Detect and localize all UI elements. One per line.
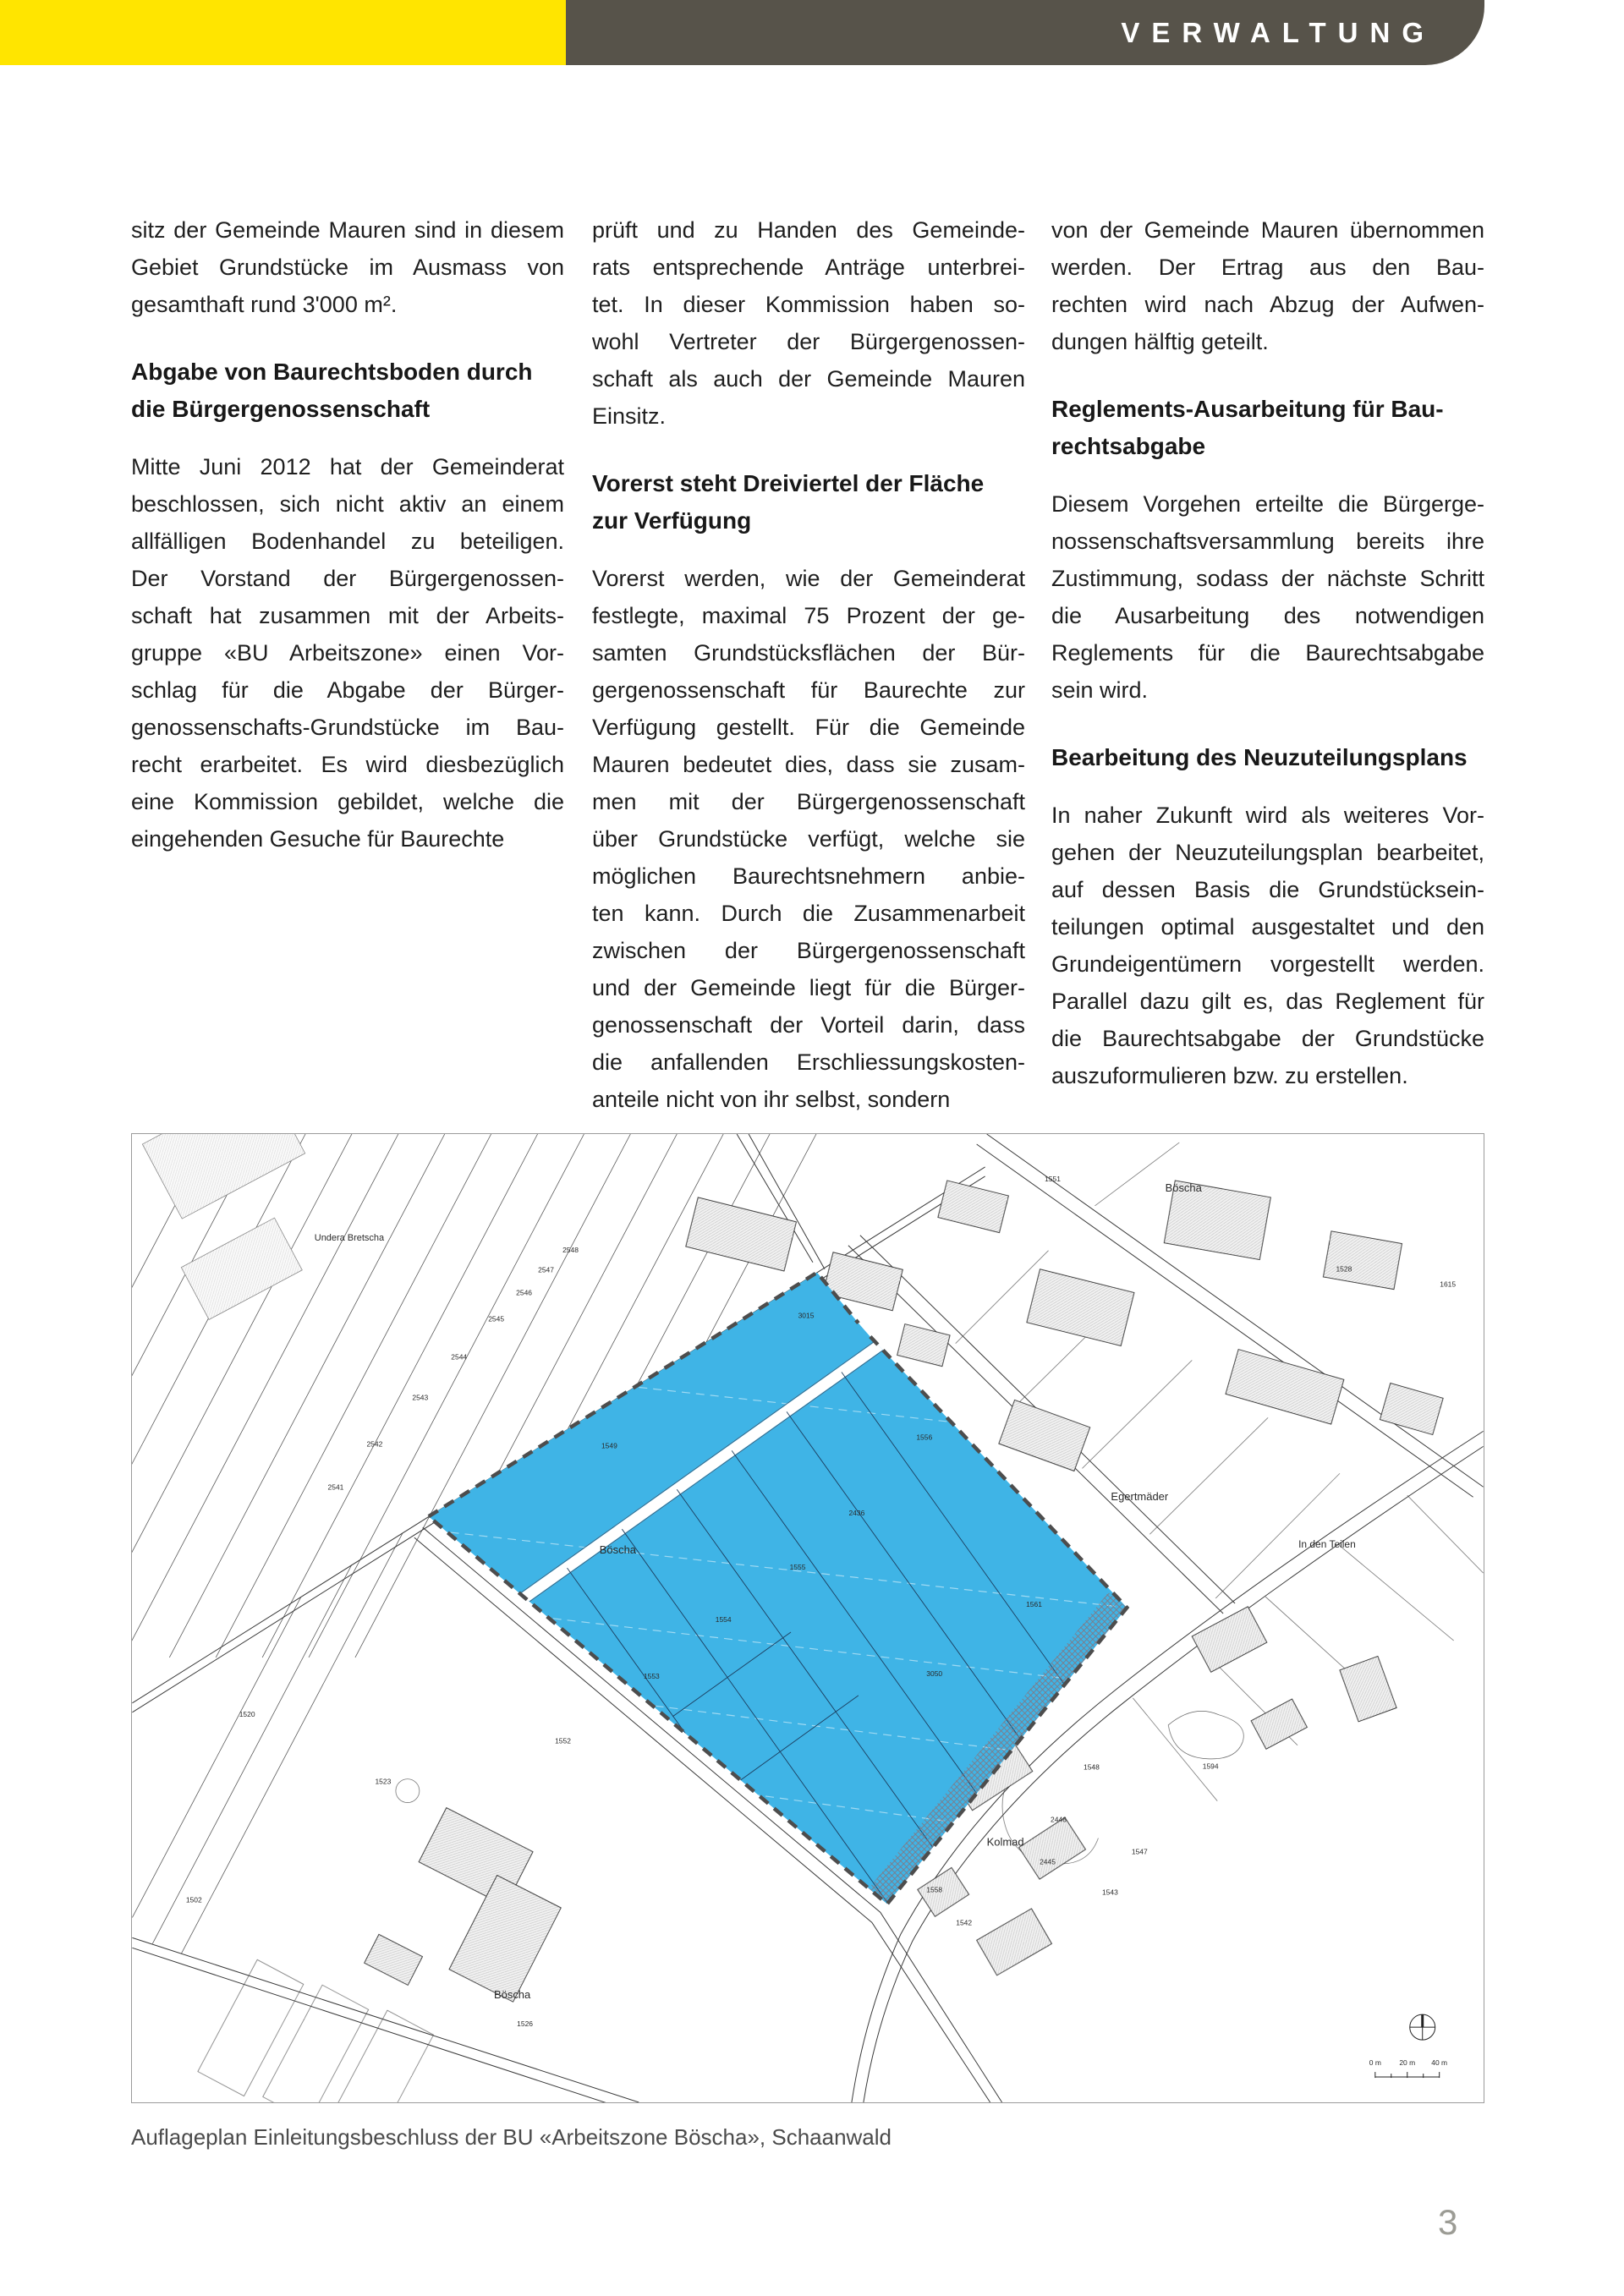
- map-text: 2542: [366, 1439, 383, 1449]
- section-title: VERWALTUNG: [1121, 17, 1435, 48]
- text-column-2: [592, 211, 1025, 1148]
- map-text: 2548: [562, 1245, 579, 1254]
- map-text: In den Teilen: [1298, 1538, 1356, 1551]
- map-text: 1556: [916, 1433, 933, 1442]
- text-line: Bearbeitung des Neuzuteilungsplans: [1051, 744, 1468, 770]
- north-symbol: [1410, 2014, 1435, 2040]
- map-text: 3050: [926, 1669, 943, 1678]
- map-text: 1553: [643, 1671, 660, 1680]
- text-line: Vorerst steht Dreiviertel der Fläche: [592, 470, 985, 496]
- text-line: men mit der Bürgergenossenschaft: [592, 789, 1025, 814]
- paragraph: [131, 448, 564, 858]
- text-line: auszuformulieren bzw. zu erstellen.: [1051, 1063, 1408, 1088]
- text-line: möglichen Baurechtsnehmern anbie-: [592, 863, 1025, 889]
- text-line: rechten wird nach Abzug der Aufwen-: [1051, 292, 1484, 317]
- map-text: 40 m: [1431, 2058, 1448, 2068]
- text-line: eine Kommission gebildet, welche die: [131, 789, 564, 814]
- text-line: zur Verfügung: [592, 507, 752, 534]
- map-text: 1554: [715, 1614, 732, 1624]
- text-line: allfälligen Bodenhandel zu beteiligen.: [131, 529, 564, 554]
- map-text: 1542: [956, 1918, 973, 1927]
- field-patches: [142, 1134, 304, 1319]
- text-line: anteile nicht von ihr selbst, sondern: [592, 1087, 951, 1112]
- map-text: 0 m: [1369, 2058, 1381, 2068]
- header-accent-block: [0, 0, 566, 65]
- map-text: 1543: [1101, 1888, 1118, 1897]
- text-line: ten kann. Durch die Zusammenarbeit: [592, 901, 1025, 926]
- scale-bar-labels: [1369, 2058, 1447, 2067]
- map-text: 1523: [375, 1777, 392, 1786]
- text-line: die anfallenden Erschliessungskosten-: [592, 1049, 1025, 1075]
- text-line: recht erarbeitet. Es wird diesbezüglich: [131, 752, 564, 777]
- text-column-1: [131, 211, 564, 888]
- text-line: gesamthaft rund 3'000 m².: [131, 292, 398, 317]
- text-line: von der Gemeinde Mauren übernommen: [1051, 217, 1484, 243]
- paragraph: [1051, 211, 1484, 360]
- text-line: Verfügung gestellt. Für die Gemeinde: [592, 715, 1025, 740]
- map-caption: Auflageplan Einleitungsbeschluss der BU «Arbeitszone Böscha», Schaanwald: [131, 2124, 892, 2150]
- text-line: und der Gemeinde liegt für die Bürger-: [592, 975, 1025, 1000]
- text-line: die Baurechtsabgabe der Grundstücke: [1051, 1026, 1484, 1051]
- map-text: 2446: [1051, 1815, 1067, 1824]
- subheading: [592, 465, 1025, 540]
- text-line: beschlossen, sich nicht aktiv an einem: [131, 491, 564, 517]
- map-text: 2543: [412, 1393, 429, 1402]
- map-text: 2445: [1040, 1857, 1056, 1866]
- text-line: Vorerst werden, wie der Gemeinderat: [592, 566, 1025, 591]
- map-text: 1502: [185, 1895, 202, 1904]
- text-line: genossenschaft der Vorteil darin, dass: [592, 1012, 1025, 1038]
- map-text: 1520: [239, 1709, 255, 1718]
- text-line: sitz der Gemeinde Mauren sind in diesem: [131, 217, 564, 243]
- map-text: 3015: [798, 1311, 815, 1320]
- map-text: Undera Bretscha: [314, 1232, 385, 1243]
- text-line: Zustimmung, sodass der nächste Schritt: [1051, 566, 1484, 591]
- map-text: 2436: [848, 1509, 865, 1518]
- text-line: Parallel dazu gilt es, das Reglement für: [1051, 989, 1484, 1014]
- text-line: Mitte Juni 2012 hat der Gemeinderat: [131, 454, 564, 479]
- paragraph: [592, 211, 1025, 435]
- text-line: dungen hälftig geteilt.: [1051, 329, 1269, 354]
- map-text: 1561: [1026, 1600, 1042, 1609]
- text-line: Abgabe von Baurechtsboden durch: [131, 359, 533, 385]
- text-line: über Grundstücke verfügt, welche sie: [592, 826, 1025, 852]
- text-line: Reglements für die Baurechtsabgabe: [1051, 640, 1484, 666]
- map-text: 1594: [1202, 1762, 1219, 1771]
- scale-bar: [1375, 2072, 1440, 2078]
- text-line: Der Vorstand der Bürgergenossen-: [131, 566, 564, 591]
- map-text: 20 m: [1399, 2058, 1416, 2068]
- map-text: 1528: [1336, 1264, 1352, 1274]
- map-text: 1547: [1131, 1847, 1148, 1856]
- text-line: gehen der Neuzuteilungsplan bearbeitet,: [1051, 840, 1484, 865]
- map-text: 1615: [1440, 1280, 1457, 1289]
- text-line: schlag für die Abgabe der Bürger-: [131, 677, 564, 703]
- map-drawing: [132, 1134, 1484, 2102]
- text-line: Mauren bedeutet dies, dass sie zusam-: [592, 752, 1025, 777]
- text-line: werden. Der Ertrag aus den Bau-: [1051, 255, 1484, 280]
- text-line: Gebiet Grundstücke im Ausmass von: [131, 255, 564, 280]
- text-line: die Bürgergenossenschaft: [131, 396, 431, 422]
- text-line: tet. In dieser Kommission haben so-: [592, 292, 1025, 317]
- text-line: festlegte, maximal 75 Prozent der ge-: [592, 603, 1025, 628]
- text-line: samten Grundstücksflächen der Bür-: [592, 640, 1025, 666]
- text-line: wohl Vertreter der Bürgergenossen-: [592, 329, 1025, 354]
- text-line: sein wird.: [1051, 677, 1149, 703]
- map-text: 1555: [789, 1563, 806, 1572]
- map-text: Böscha: [493, 1988, 531, 2002]
- cadastral-map: [131, 1133, 1484, 2103]
- map-text: 1548: [1083, 1762, 1100, 1772]
- header-title-bar: [566, 0, 1484, 65]
- text-line: schaft als auch der Gemeinde Mauren: [592, 366, 1025, 392]
- text-line: prüft und zu Handen des Gemeinde-: [592, 217, 1025, 243]
- text-line: Grundeigentümern vorgestellt werden.: [1051, 951, 1484, 977]
- map-text: Egertmäder: [1111, 1490, 1169, 1504]
- map-text: 2547: [538, 1265, 554, 1274]
- map-text: 1552: [555, 1736, 571, 1745]
- paragraph: [592, 560, 1025, 1118]
- text-line: gergenossenschaft für Baurechte zur: [592, 677, 1025, 703]
- text-line: die Ausarbeitung des notwendigen: [1051, 603, 1484, 628]
- text-line: genossenschafts-Grundstücke im Bau-: [131, 715, 564, 740]
- text-line: auf dessen Basis die Grundstücksein-: [1051, 877, 1484, 902]
- map-text: Kolmad: [986, 1835, 1024, 1849]
- map-text: Böscha: [1165, 1181, 1202, 1194]
- map-text: 2546: [516, 1288, 533, 1297]
- map-text: 2541: [327, 1482, 344, 1492]
- subheading: [1051, 739, 1484, 776]
- map-text: 1551: [1045, 1174, 1061, 1183]
- paragraph: [131, 211, 564, 323]
- text-line: rats entsprechende Anträge unterbrei-: [592, 255, 1025, 280]
- text-line: zwischen der Bürgergenossenschaft: [592, 938, 1025, 963]
- paragraph: [1051, 797, 1484, 1094]
- subheading: [1051, 391, 1484, 465]
- text-column-3: [1051, 211, 1484, 1125]
- map-text: 2544: [451, 1352, 468, 1362]
- text-line: teilungen optimal ausgestaltet und den: [1051, 914, 1484, 940]
- map-text: 1526: [517, 2019, 534, 2029]
- text-line: In naher Zukunft wird als weiteres Vor-: [1051, 803, 1484, 828]
- map-text: Böscha: [599, 1543, 637, 1557]
- text-line: Diesem Vorgehen erteilte die Bürgerge-: [1051, 491, 1484, 517]
- page-number: 3: [1438, 2202, 1458, 2242]
- text-line: eingehenden Gesuche für Baurechte: [131, 826, 505, 852]
- text-line: gruppe «BU Arbeitszone» einen Vor-: [131, 640, 564, 666]
- text-line: rechtsabgabe: [1051, 433, 1206, 459]
- text-line: Einsitz.: [592, 403, 667, 429]
- map-text: 1549: [601, 1441, 617, 1450]
- paragraph: [1051, 485, 1484, 709]
- subheading: [131, 353, 564, 428]
- map-text: 2545: [488, 1314, 505, 1323]
- map-text: 1558: [926, 1885, 943, 1894]
- text-line: schaft hat zusammen mit der Arbeits-: [131, 603, 564, 628]
- text-line: nossenschaftsversammlung bereits ihre: [1051, 529, 1484, 554]
- text-line: Reglements-Ausarbeitung für Bau-: [1051, 396, 1444, 422]
